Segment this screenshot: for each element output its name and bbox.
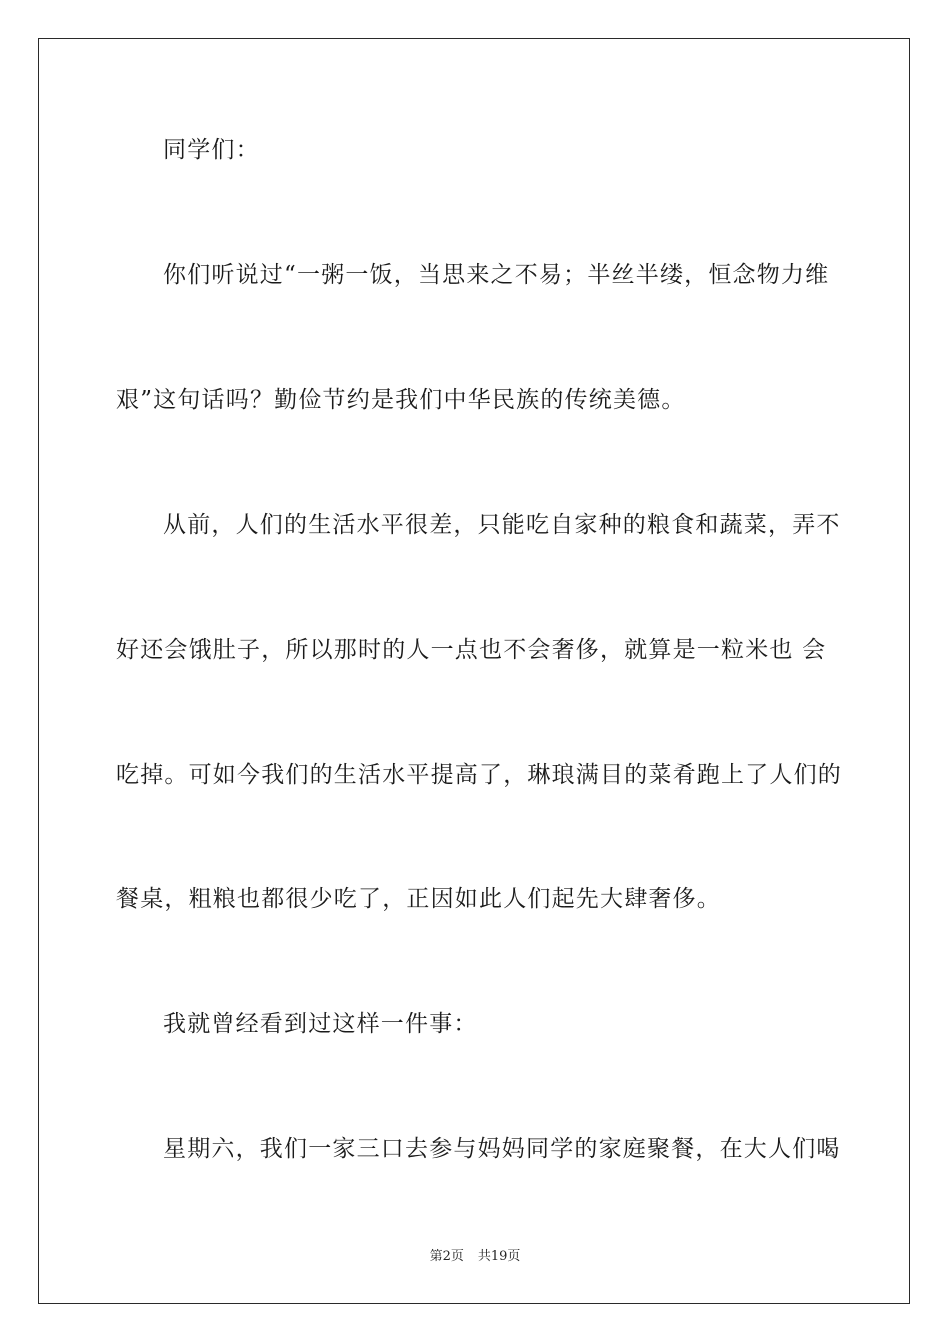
paragraph-line: 吃掉。可如今我们的生活水平提高了，琳琅满目的菜肴跑上了人们的 xyxy=(116,762,842,788)
page-border xyxy=(38,38,910,1304)
paragraph-line: 艰”这句话吗？勤俭节约是我们中华民族的传统美德。 xyxy=(116,387,686,413)
total-pages: 共19页 xyxy=(477,1249,521,1264)
page-footer xyxy=(0,1248,950,1266)
page-number: 第2页 xyxy=(429,1249,464,1264)
paragraph-line: 我就曾经看到过这样一件事： xyxy=(163,1011,478,1037)
paragraph-line: 餐桌，粗粮也都很少吃了，正因如此人们起先大肆奢侈。 xyxy=(116,886,721,912)
paragraph-line: 同学们： xyxy=(163,137,260,163)
paragraph-line: 从前，人们的生活水平很差，只能吃自家种的粮食和蔬菜，弄不 xyxy=(163,512,841,538)
paragraph-line: 好还会饿肚子，所以那时的人一点也不会奢侈，就算是一粒米也 会 xyxy=(116,637,827,663)
paragraph-line: 星期六，我们一家三口去参与妈妈同学的家庭聚餐，在大人们喝 xyxy=(163,1136,841,1162)
paragraph-line: 你们听说过“一粥一饭，当思来之不易；半丝半缕，恒念物力维 xyxy=(163,262,830,288)
